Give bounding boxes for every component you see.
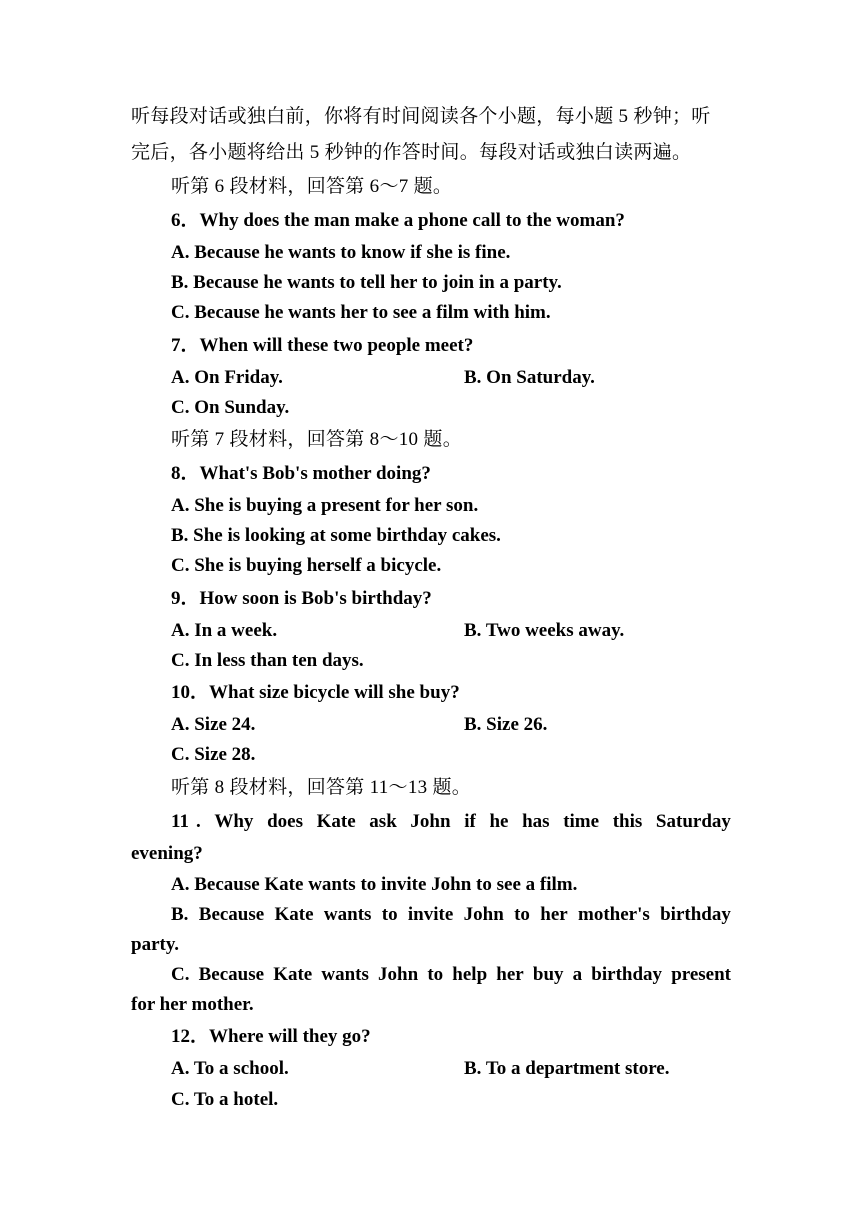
stem-word: Kate — [316, 811, 356, 832]
question-8-option-c: C. She is buying herself a bicycle. — [171, 555, 442, 576]
option-word: John — [463, 904, 504, 925]
question-11-number-group — [171, 810, 201, 834]
question-9-stem: 9．How soon is Bob's birthday? — [171, 588, 432, 609]
section-heading-6-7: 听第 6 段材料，回答第 6～7 题。 — [171, 176, 453, 197]
question-11-option-c-end: for her mother. — [131, 994, 254, 1015]
option-word: buy — [532, 964, 564, 985]
option-word: to — [514, 904, 530, 925]
question-6-option-b: B. Because he wants to tell her to join in a party. — [171, 272, 562, 293]
option-word: wants — [321, 964, 369, 985]
stem-word: time — [563, 811, 600, 832]
option-word: her — [540, 904, 568, 925]
stem-word: Saturday — [655, 811, 731, 832]
question-12-option-b: B. To a department store. — [464, 1058, 670, 1079]
question-6-option-a: A. Because he wants to know if she is fine. — [171, 242, 511, 263]
question-8-option-a: A. She is buying a present for her son. — [171, 495, 479, 516]
option-word: B. — [171, 904, 189, 925]
question-7-option-c: C. On Sunday. — [171, 397, 290, 418]
question-11-option-a: A. Because Kate wants to invite John to see a film. — [171, 874, 578, 895]
section-heading-11-13: 听第 8 段材料，回答第 11～13 题。 — [171, 777, 472, 798]
question-12-option-c: C. To a hotel. — [171, 1089, 279, 1110]
question-11-stem-end: evening? — [131, 843, 203, 864]
stem-word: Why — [214, 811, 254, 832]
stem-word: this — [612, 811, 643, 832]
option-word: John — [378, 964, 419, 985]
question-8-option-b: B. She is looking at some birthday cakes. — [171, 525, 501, 546]
option-word: Kate — [273, 964, 313, 985]
question-7-stem: 7．When will these two people meet? — [171, 335, 474, 356]
question-11-option-c — [171, 963, 731, 987]
option-word: C. — [171, 964, 190, 985]
option-word: Because — [198, 904, 265, 925]
question-12-stem: 12．Where will they go? — [171, 1026, 371, 1047]
question-11-option-b-end: party. — [131, 934, 180, 955]
option-word: present — [671, 964, 731, 985]
option-word: birthday — [591, 964, 663, 985]
stem-word: John — [410, 811, 451, 832]
option-word: to — [427, 964, 444, 985]
option-word: invite — [407, 904, 454, 925]
question-8-stem: 8．What's Bob's mother doing? — [171, 463, 431, 484]
option-word: her — [496, 964, 524, 985]
question-6-option-c: C. Because he wants her to see a film with him. — [171, 302, 551, 323]
question-11-option-b — [171, 903, 731, 927]
option-word: help — [452, 964, 488, 985]
option-word: Because — [198, 964, 265, 985]
stem-word: . — [195, 811, 201, 832]
option-word: Kate — [274, 904, 314, 925]
option-word: to — [381, 904, 398, 925]
stem-word: ask — [369, 811, 397, 832]
question-10-stem: 10．What size bicycle will she buy? — [171, 682, 460, 703]
question-12-option-a: A. To a school. — [171, 1058, 289, 1079]
question-10-option-a: A. Size 24. — [171, 714, 256, 735]
option-word: a — [572, 964, 583, 985]
option-word: birthday — [660, 904, 731, 925]
question-9-option-c: C. In less than ten days. — [171, 650, 364, 671]
question-7-option-a: A. On Friday. — [171, 367, 283, 388]
stem-word: does — [267, 811, 303, 832]
question-10-option-b: B. Size 26. — [464, 714, 548, 735]
stem-word: has — [522, 811, 550, 832]
question-11-stem — [171, 810, 731, 834]
option-word: mother's — [578, 904, 650, 925]
question-10-option-c: C. Size 28. — [171, 744, 256, 765]
stem-word: if — [464, 811, 476, 832]
question-7-option-b: B. On Saturday. — [464, 367, 595, 388]
intro-line-2: 完后，各小题将给出 5 秒钟的作答时间。每段对话或独白读两遍。 — [131, 142, 692, 163]
question-9-option-b: B. Two weeks away. — [464, 620, 625, 641]
stem-word: he — [489, 811, 509, 832]
question-9-option-a: A. In a week. — [171, 620, 278, 641]
option-word: wants — [323, 904, 372, 925]
stem-word: 11 — [171, 811, 189, 832]
section-heading-8-10: 听第 7 段材料，回答第 8～10 题。 — [171, 429, 463, 450]
question-6-stem: 6．Why does the man make a phone call to the woman? — [171, 210, 625, 231]
intro-line-1: 听每段对话或独白前，你将有时间阅读各个小题，每小题 5 秒钟；听 — [131, 106, 711, 127]
